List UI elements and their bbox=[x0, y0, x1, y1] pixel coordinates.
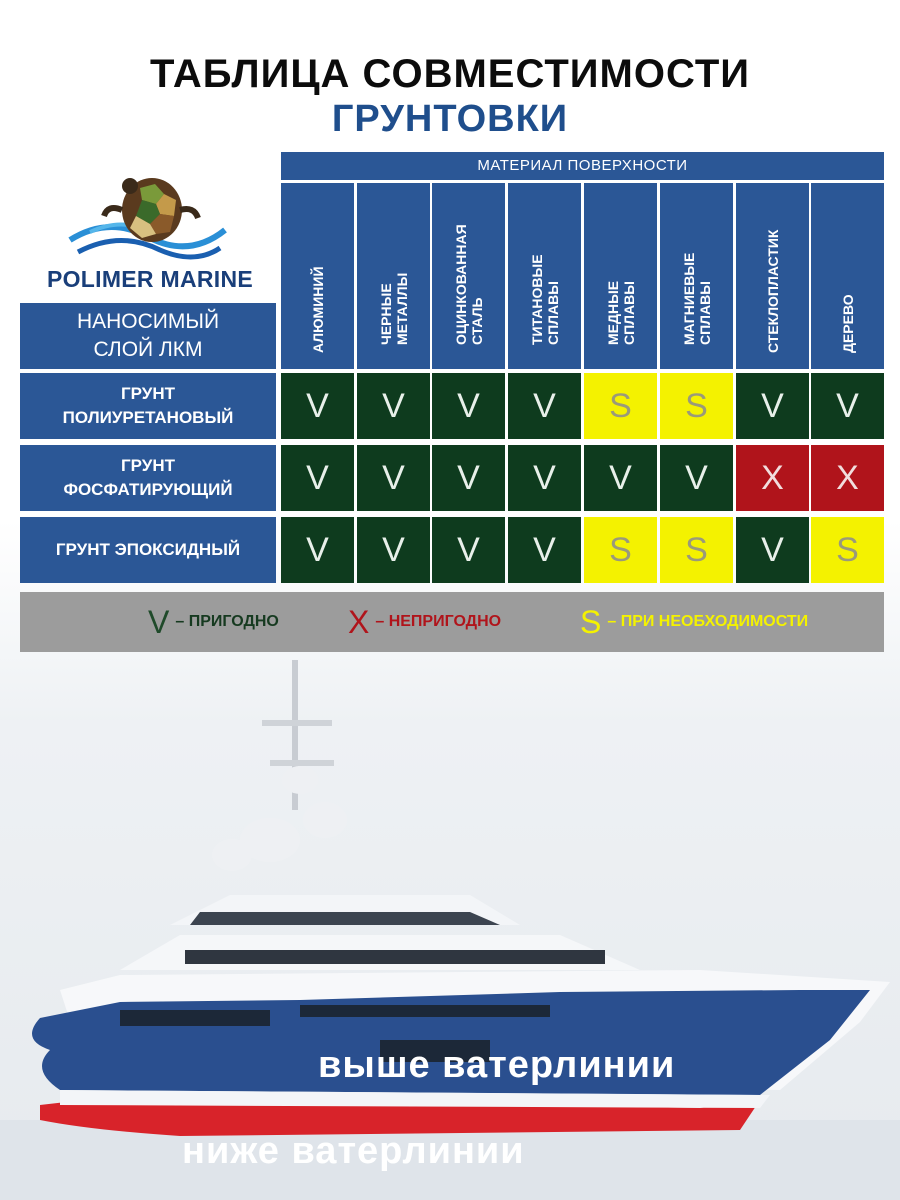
column-header-label: АЛЮМИНИЙ bbox=[309, 266, 326, 353]
compat-cell: S bbox=[660, 373, 733, 439]
compat-cell: V bbox=[432, 517, 505, 583]
legend-suitable-text: – ПРИГОДНО bbox=[175, 613, 279, 630]
column-header-label: ЧЕРНЫЕ МЕТАЛЛЫ bbox=[377, 272, 410, 345]
yacht-illustration bbox=[0, 650, 900, 1200]
legend-unsuitable-symbol: X bbox=[348, 603, 370, 640]
column-header bbox=[508, 183, 581, 369]
compat-cell: S bbox=[811, 517, 884, 583]
brand-name: POLIMER MARINE bbox=[46, 266, 254, 292]
compat-cell: S bbox=[584, 517, 657, 583]
column-header bbox=[432, 183, 505, 369]
compat-cell: X bbox=[811, 445, 884, 511]
compat-cell: V bbox=[508, 373, 581, 439]
column-header bbox=[281, 183, 354, 369]
compat-cell: X bbox=[736, 445, 809, 511]
legend-unsuitable bbox=[348, 592, 501, 652]
column-header bbox=[811, 183, 884, 369]
legend-suitable bbox=[148, 592, 279, 652]
compat-cell: V bbox=[432, 373, 505, 439]
legend-if-needed bbox=[580, 592, 808, 652]
page-title: ТАБЛИЦА СОВМЕСТИМОСТИ bbox=[149, 52, 751, 96]
compat-cell: V bbox=[281, 517, 354, 583]
above-waterline-label: выше ватерлинии bbox=[318, 1044, 676, 1086]
corner-label: НАНОСИМЫЙ СЛОЙ ЛКМ bbox=[20, 303, 276, 369]
column-header-label: МЕДНЫЕ СПЛАВЫ bbox=[604, 280, 637, 345]
column-header-label: ДЕРЕВО bbox=[839, 294, 856, 353]
compat-cell: V bbox=[357, 373, 430, 439]
legend-suitable-symbol: V bbox=[148, 603, 170, 640]
row-header: ГРУНТ ФОСФАТИРУЮЩИЙ bbox=[20, 445, 276, 511]
legend-unsuitable-text: – НЕПРИГОДНО bbox=[375, 613, 502, 630]
compat-cell: V bbox=[357, 445, 430, 511]
column-header bbox=[660, 183, 733, 369]
turtle-logo-icon bbox=[60, 170, 230, 265]
compat-cell: V bbox=[736, 517, 809, 583]
material-header: МАТЕРИАЛ ПОВЕРХНОСТИ bbox=[281, 152, 884, 180]
compat-cell: V bbox=[508, 445, 581, 511]
column-header bbox=[584, 183, 657, 369]
compat-cell: V bbox=[432, 445, 505, 511]
column-header-label: ТИТАНОВЫЕ СПЛАВЫ bbox=[528, 254, 561, 345]
compat-cell: S bbox=[660, 517, 733, 583]
compat-cell: V bbox=[281, 373, 354, 439]
compat-cell: S bbox=[584, 373, 657, 439]
compat-cell: V bbox=[508, 517, 581, 583]
compat-cell: V bbox=[584, 445, 657, 511]
column-header-label: ОЦИНКОВАННАЯ СТАЛЬ bbox=[452, 224, 485, 345]
legend-if-needed-symbol: S bbox=[580, 603, 602, 640]
legend-if-needed-text: – ПРИ НЕОБХОДИМОСТИ bbox=[607, 613, 809, 630]
below-waterline-label: ниже ватерлинии bbox=[182, 1130, 525, 1172]
column-header-label: СТЕКЛОПЛАСТИК bbox=[764, 229, 781, 353]
compat-cell: V bbox=[357, 517, 430, 583]
row-header: ГРУНТ ПОЛИУРЕТАНОВЫЙ bbox=[20, 373, 276, 439]
compat-cell: V bbox=[281, 445, 354, 511]
compat-cell: V bbox=[811, 373, 884, 439]
legend bbox=[20, 592, 884, 652]
row-header: ГРУНТ ЭПОКСИДНЫЙ bbox=[20, 517, 276, 583]
compat-cell: V bbox=[660, 445, 733, 511]
column-header-label: МАГНИЕВЫЕ СПЛАВЫ bbox=[680, 252, 713, 345]
page-subtitle: ГРУНТОВКИ bbox=[331, 98, 569, 140]
column-header bbox=[736, 183, 809, 369]
column-header bbox=[357, 183, 430, 369]
compat-cell: V bbox=[736, 373, 809, 439]
